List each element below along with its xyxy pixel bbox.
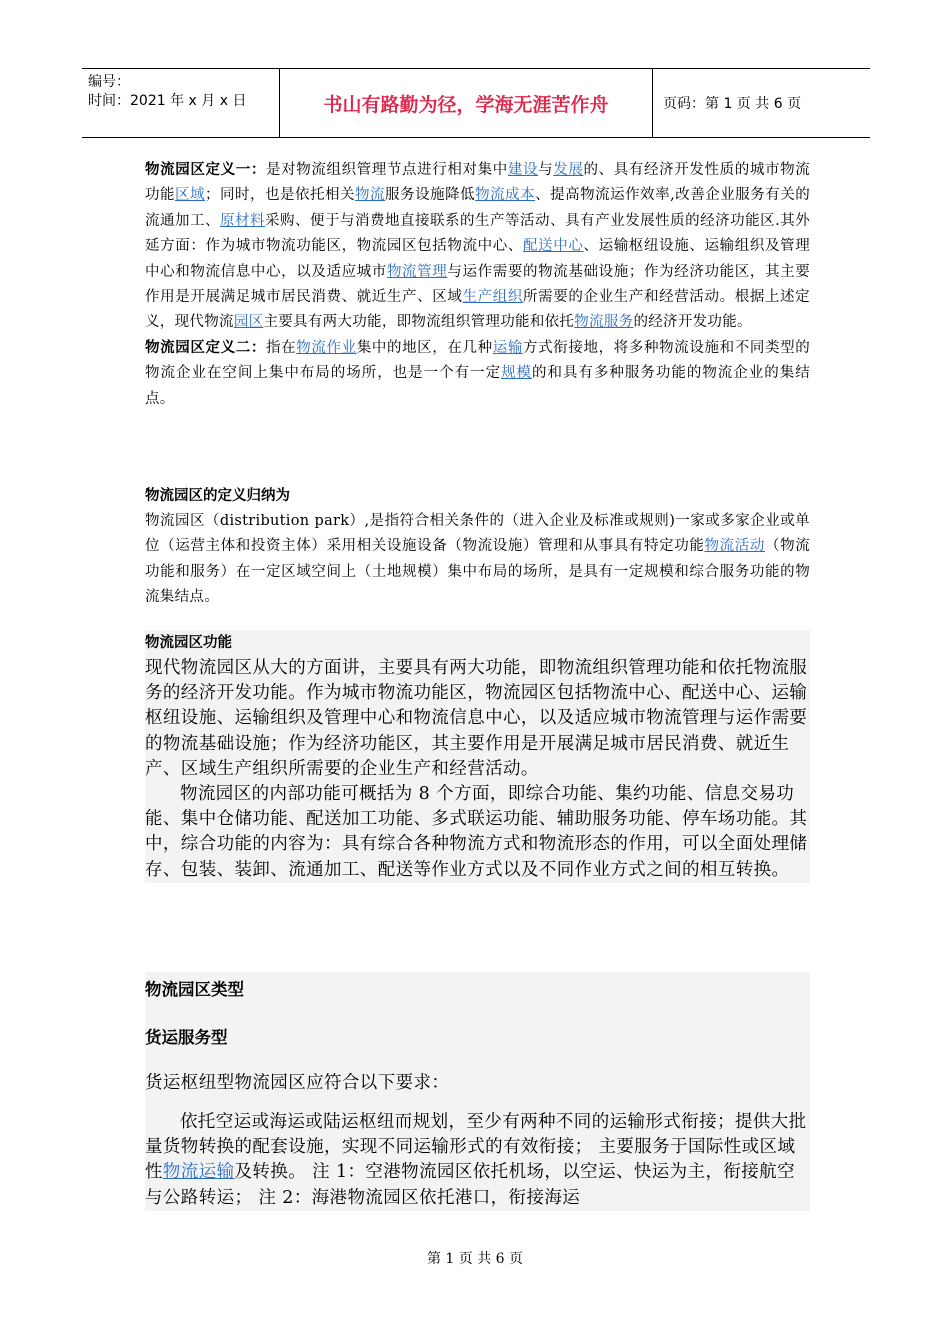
page-footer: 第 1 页 共 6 页 [426, 1251, 524, 1267]
functions-section [145, 630, 810, 883]
link-guimo[interactable]: 规模 [501, 365, 533, 382]
types-heading: 物流园区类型 [145, 980, 244, 999]
link-wuliu-guanli[interactable]: 物流管理 [386, 263, 448, 280]
text: 指在 [265, 339, 297, 356]
text: 服务设施降低 [385, 187, 476, 204]
link-shengchan-zuzhi[interactable]: 生产组织 [462, 289, 524, 306]
text: ；同时，也是依托相关 [205, 187, 356, 204]
summary-heading: 物流园区的定义归纳为 [145, 488, 290, 504]
link-fazhan[interactable]: 发展 [553, 162, 584, 178]
header-page-code: 页码：第 1 页 共 6 页 [663, 96, 802, 112]
definition-one-text [145, 158, 810, 336]
link-wuliu-fuwu[interactable]: 物流服务 [574, 314, 634, 331]
time-label: 时间：2021 年 x 月 x 日 [88, 93, 247, 109]
text: 的经济开发功能。 [633, 314, 752, 331]
definition-two-text [145, 336, 810, 412]
link-wuliu-yunshu[interactable]: 物流运输 [162, 1162, 235, 1183]
link-wuliu-zuoye[interactable]: 物流作业 [296, 339, 357, 356]
text: 所需要的企业生产和经营活动。根据上述定义，现代物流 [145, 289, 810, 331]
link-yuanqu[interactable]: 园区 [233, 314, 264, 331]
page-header [82, 68, 870, 138]
text: 与运作需要的物流基础设施；作为经济功能区，其主要作用是开展满足城市居民消费、就近生产、区域 [145, 263, 810, 306]
link-wuliu[interactable]: 物流 [355, 187, 386, 204]
text: 的、具有经济开发性质的城市物流功能 [145, 162, 810, 204]
definition-one [145, 158, 810, 412]
text: 与 [538, 162, 554, 178]
text: 、运输枢纽设施、运输组织及管理中心和物流信息中心，以及适应城市 [145, 238, 811, 280]
text: 采购、便于与消费地直接联系的生产等活动、具有产业发展性质的经济功能区.其外延方面：作为城市物流功能区，物流园区包括物流中心、 [145, 212, 810, 255]
number-label: 编号： [88, 74, 130, 90]
text: 、提高物流运作效率,改善企业服务有关的流通加工、 [145, 187, 811, 229]
types-paragraph [145, 1110, 810, 1211]
text: 是对物流组织管理节点进行相对集中 [265, 162, 508, 178]
text: 及转换。 注 1：空港物流园区依托机场，以空运、快运为主，衔接航空与公路转运； 注 2：海港物流园区依托港口，衔接海运 [145, 1162, 795, 1208]
functions-heading: 物流园区功能 [145, 635, 232, 651]
text: 集中的地区，在几种 [356, 339, 493, 356]
functions-paragraph-1: 现代物流园区从大的方面讲，主要具有两大功能，即物流组织管理功能和依托物流服务的经济开发功能。作为城市物流功能区，物流园区包括物流中心、配送中心、运输枢纽设施、运输组织及管理中心和物流信息中心，以及适应城市物流管理与运作需要的物流基础设施；作为经济功能区，其主要作用是开展满足城市居民消费、就近生产、区域生产组织所需要的企业生产和经营活动。 [145, 658, 808, 779]
link-yuancailiao[interactable]: 原材料 [220, 212, 266, 229]
definition-two-title: 物流园区定义二： [145, 339, 266, 356]
types-subheading: 货运服务型 [145, 1028, 228, 1047]
link-wuliu-huodong[interactable]: 物流活动 [704, 538, 765, 555]
link-wuliu-chengben[interactable]: 物流成本 [475, 187, 536, 204]
header-motto: 书山有路勤为径，学海无涯苦作舟 [280, 69, 653, 137]
text: 物流园区（distribution park）,是指符合相关条件的（进入企业及标准或规则)一家或多家企业或单位（运营主体和投资主体）采用相关设施设备（物流设施）管理和从事具有特定功能 [145, 513, 810, 555]
text: 方式衔接地，将多种物流设施和不同类型的物流企业在空间上集中布局的场所，也是一个有一定 [145, 339, 811, 382]
types-section [145, 972, 810, 1211]
summary-text [145, 509, 810, 611]
summary-section [145, 484, 810, 611]
link-quyu[interactable]: 区域 [175, 187, 206, 204]
text: 依托空运或海运或陆运枢纽而规划，至少有两种不同的运输形式衔接；提供大批量货物转换的配套设施，实现不同运输形式的有效衔接； 主要服务于国际性或区域性 [145, 1112, 807, 1183]
text: 主要具有两大功能，即物流组织管理功能和依托 [263, 314, 575, 331]
types-intro: 货运枢纽型物流园区应符合以下要求： [145, 1073, 450, 1093]
link-peisong-zhongxin[interactable]: 配送中心 [523, 238, 584, 255]
text: （物流功能和服务）在一定区域空间上（土地规模）集中布局的场所，是具有一定规模和综合服务功能的物流集结点。 [145, 538, 810, 606]
header-info [82, 69, 280, 137]
link-yunshu[interactable]: 运输 [492, 339, 524, 356]
text: 的和具有多种服务功能的物流企业的集结点。 [145, 365, 810, 407]
definition-one-title: 物流园区定义一： [145, 162, 266, 178]
functions-paragraph-2: 物流园区的内部功能可概括为 8 个方面，即综合功能、集约功能、信息交易功能、集中仓储功能、配送加工功能、多式联运功能、辅助服务功能、停车场功能。其中，综合功能的内容为：具有综合各种物流方式和物流形态的作用，可以全面处理储存、包装、装卸、流通加工、配送等作业方式以及不同作业方式之间的相互转换。 [145, 784, 808, 880]
link-jianshe[interactable]: 建设 [507, 162, 539, 178]
